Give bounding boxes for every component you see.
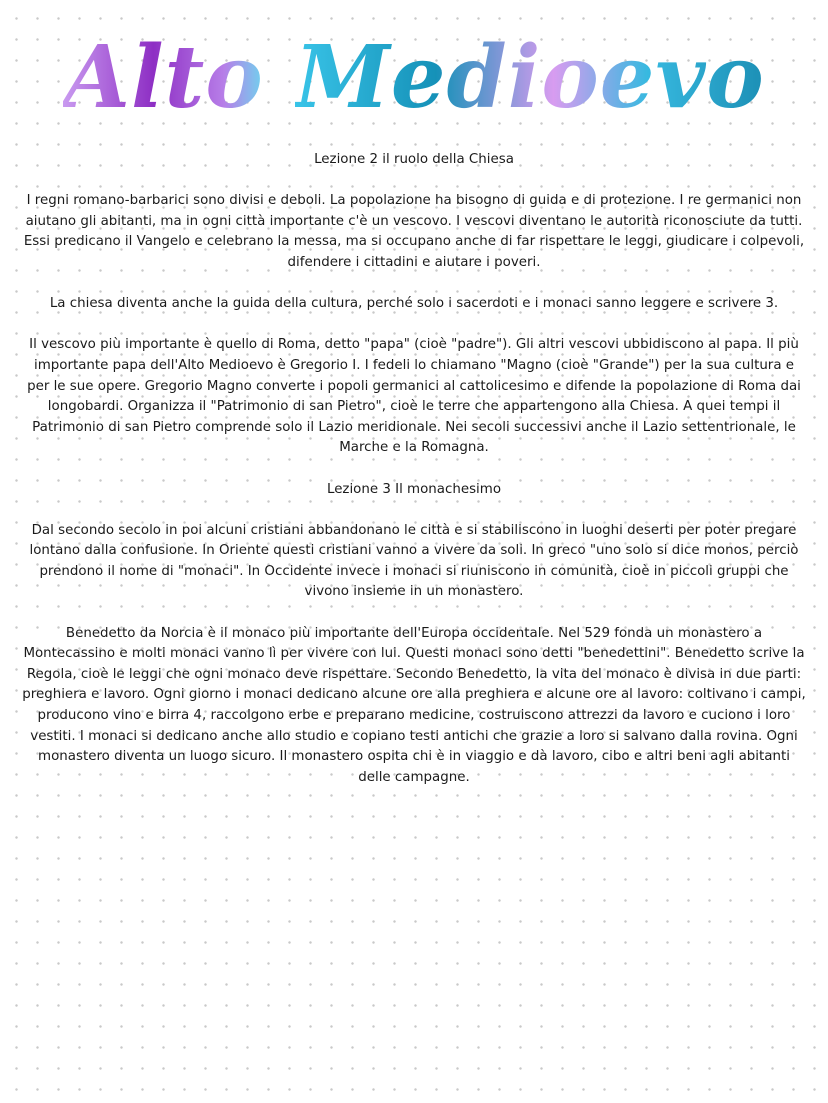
section-lezione-3 — [22, 480, 806, 789]
title-word-medioevo: Medioevo — [294, 27, 765, 128]
title-word-alto: Alto — [63, 27, 264, 128]
section-heading: Lezione 2 il ruolo della Chiesa — [314, 152, 514, 167]
section-heading: Lezione 3 Il monachesimo — [326, 481, 502, 497]
paragraph: Il vescovo più importante è quello di Roma, detto "papa" (cioè "padre"). Gli altri vescovi ubbidiscono al papa. Il più importante papa dell'Alto Medioevo è Gregorio I. I fedeli lo chiamano "Magno (cioè "Grande") per la sua cultura e per le sue opere. Gregorio Magno converte i popoli germanici al cattolicesimo e difende la popolazione di Roma dai longobardi. Organizza il "Patrimonio di san Pietro", cioè le terre che appartengono alla Chiesa. A quei tempi il Patrimonio di san Pietro comprende solo il Lazio meridionale. Nei secoli successivi anche il Lazio settentrionale, le Marche e la Romagna. — [27, 337, 801, 456]
notes-content — [22, 150, 806, 809]
paragraph: Dal secondo secolo in poi alcuni cristiani abbandonano le città e si stabiliscono in luoghi deserti per poter pregare lontano dalla confusione. In Oriente questi cristiani vanno a vivere da soli. In greco "uno solo si dice monos, perciò prendono il nome di "monaci". In Occidente invece i monaci si riuniscono in comunità, cioè in piccoli gruppi che vivono insieme in un monastero. — [29, 522, 799, 600]
paragraph: La chiesa diventa anche la guida della cultura, perché solo i sacerdoti e i monaci sanno leggere e scrivere 3. — [49, 296, 779, 312]
paragraph: Benedetto da Norcia è il monaco più importante dell'Europa occidentale. Nel 529 fonda un monastero a Montecassino e molti monaci vanno lì per vivere con lui. Questi monaci sono detti "benedettini". Benedetto scrive la Regola, cioè le leggi che ogni monaco deve rispettare. Secondo Benedetto, la vita del monaco è divisa in due parti: preghiera e lavoro. Ogni giorno i monaci dedicano alcune ore alla preghiera e alcune ore al lavoro: coltivano i campi, producono vino e birra 4, raccolgono erbe e preparano medicine, costruiscono attrezzi da lavoro e cuciono i loro vestiti. I monaci si dedicano anche allo studio e copiano testi antichi che grazie a loro si salvano dalla rovina. Ogni monastero diventa un luogo sicuro. Il monastero ospita chi è in viaggio e dà lavoro, cibo e altri beni agli abitanti delle campagne. — [22, 625, 806, 785]
paragraph: I regni romano-barbarici sono divisi e deboli. La popolazione ha bisogno di guida e di protezione. I re germanici non aiutano gli abitanti, ma in ogni città importante c'è un vescovo. I vescovi diventano le autorità riconosciute da tutti. Essi predicano il Vangelo e celebrano la messa, ma si occupano anche di far rispettare le leggi, giudicare i colpevoli, difendere i cittadini e aiutare i poveri. — [23, 193, 805, 270]
page-title — [0, 18, 828, 138]
section-lezione-2 — [22, 150, 806, 459]
title-lettering — [63, 27, 765, 128]
